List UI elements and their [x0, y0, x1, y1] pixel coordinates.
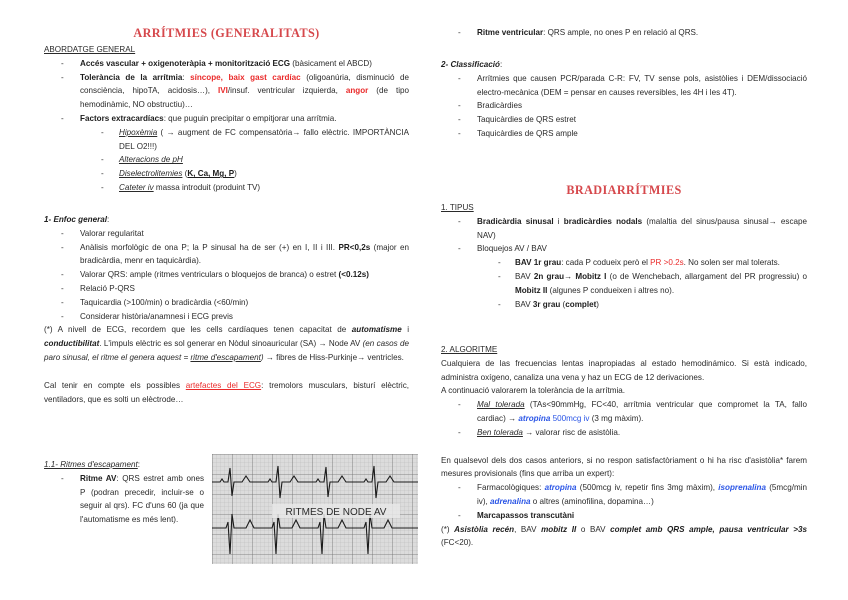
list-item: - Alteracions de pH — [44, 153, 409, 167]
escapament-list — [44, 472, 204, 527]
enfoc-heading: 1- Enfoc general: — [44, 215, 110, 224]
extracardiac-list — [44, 126, 409, 195]
algoritme-heading: 2. ALGORITME — [441, 345, 498, 354]
ecg-strip-svg — [212, 454, 418, 564]
list-item: - Diselectrolitemies (K, Ca, Mg, P) — [44, 167, 409, 181]
algoritme-section — [441, 343, 807, 550]
list-item: - Tolerància de la arrítmia: síncope, baix gast cardíac (oligoanúria, disminució de consciència, hipoTA, acidosis…), IVI/insuf. ventricular izquierda, angor (de tipo hemodinàmic, NO obstructiu)… — [44, 71, 409, 112]
algoritme-tolerancia: A continuació valorarem la tolerància de la arrítmia. — [441, 386, 625, 396]
list-item: - Arrítmies que causen PCR/parada C-R: FV, TV sense pols, asistòlies i DEM/dissociació electro-mecànica (DEM = pensar en causes reversibles, les 4H i les 4T). — [441, 72, 807, 100]
vascular-access-text: Accés vascular + oxigenoteràpia + monitorització ECG — [80, 58, 291, 68]
abordatge-list — [44, 57, 409, 126]
list-item: - Valorar regularitat — [44, 227, 409, 241]
ecg-strip-label: RITMES DE NODE AV — [285, 507, 387, 518]
list-item: - Considerar història/anamnesi i ECG previs — [44, 310, 409, 324]
list-item: - Ben tolerada → valorar risc de asistòlia. — [441, 426, 807, 440]
list-item: - Bloquejos AV / BAV — [441, 242, 807, 256]
algoritme-mesures: En qualsevol dels dos casos anteriors, si no respon satisfactòriament o hi ha risc d'asistòlia* farem mesures provisionals (fins que arriba un expert): — [441, 455, 807, 479]
list-item: - Taquicàrdies de QRS ample — [441, 127, 807, 141]
ritme-ventricular-list — [441, 26, 807, 40]
list-item: - Bradicàrdia sinusal i bradicàrdies nodals (malaltia del sinus/pausa sinusal→ escape NAV) — [441, 215, 807, 243]
list-item: - Mal tolerada (TAs<90mmHg, FC<40, arrítmia ventricular que compromet la TA, fallo cardiac) → atropina 500mcg iv (3 mg màxim). — [441, 398, 807, 426]
list-item: - Farmacològiques: atropina (500mcg iv, repetir fins 3mg màxim), isoprenalina (5mcg/min iv), adrenalina o altres (aminofilina, dopamina…) — [441, 481, 807, 509]
list-item: - Hipoxèmia ( → augment de FC compensatòria→ fallo elèctric. IMPORTÀNCIA DEL O2!!!) — [44, 126, 409, 154]
classificacio-section — [441, 58, 807, 141]
algoritme-intro: Cualquiera de las frecuencias lentas inapropiadas al estado hemodinámico. Si està indicado, administra oxígeno, canaliza una vena y haz un ECG de 12 derivaciones. — [441, 358, 807, 382]
list-item: - Anàlisis morfològic de ona P; la P sinusal ha de ser (+) en I, II i III. PR<0,2s (major en bradicàrdia, menr en taquicàrdia). — [44, 241, 409, 269]
list-item: - Relació P-QRS — [44, 282, 409, 296]
list-item: - BAV 2n grau→ Mobitz I (o de Wenchebach, allargament del PR progressiu) o Mobitz II (algunes P condueixen i altres no). — [441, 270, 807, 298]
list-item: - Factors extracardíacs: que puguin precipitar o empitjorar una arrítmia. — [44, 112, 409, 126]
list-item: - BAV 3r grau (complet) — [441, 298, 807, 312]
escapament-heading: 1.1- Ritmes d'escapament: — [44, 460, 141, 469]
list-item: - Ritme ventricular: QRS ample, no ones P en relació al QRS. — [441, 26, 807, 40]
page-title: ARRÍTMIES (GENERALITATS) — [133, 26, 320, 40]
list-item: - Accés vascular + oxigenoteràpia + monitorització ECG (bàsicament el ABCD) — [44, 57, 409, 71]
tipus-list — [441, 215, 807, 256]
enfoc-list — [44, 227, 409, 324]
asistolia-note: (*) Asistòlia recén, BAV mobitz II o BAV complet amb QRS ample, pausa ventricular >3s (FC<20). — [441, 524, 808, 548]
enfoc-section — [44, 213, 409, 406]
bradiarritmies-title: BRADIARRÍTMIES — [566, 183, 682, 197]
artefactes-note: Cal tenir en compte els possibles artefactes del ECG: tremolors musculars, bisturí elèctric, ventiladors, que es solti un elèctrode… — [44, 380, 409, 404]
tolerancia-list — [441, 398, 807, 439]
classificacio-heading: 2- Classificació: — [441, 60, 503, 69]
list-item: - Taquicàrdies de QRS estret — [441, 113, 807, 127]
mesures-list — [441, 481, 807, 522]
classificacio-list — [441, 72, 807, 141]
list-item: - Cateter iv massa introduit (produint TV) — [44, 181, 409, 195]
tipus-heading: 1. TIPUS — [441, 203, 474, 212]
automatisme-note: (*) A nivell de ECG, recordem que les cells cardíaques tenen capacitat de automatisme i conductibilitat. L'impuls elèctric es sol generar en Nòdul sinoauricular (SA) → Node AV (en casos de paro sinusal, el ritme el genera aquest = ritme d'escapament) → fibres de Hiss-Purkinje→ ventricles. — [44, 325, 410, 362]
list-item: - Bradicàrdies — [441, 99, 807, 113]
list-item: - Ritme AV: QRS estret amb ones P (podran precedir, incluir-se o seguir al qrs). FC d'uns 60 (ja que l'automatisme es més lent). — [44, 472, 204, 527]
list-item: - Marcapassos transcutàni — [441, 509, 807, 523]
list-item: - BAV 1r grau: cada P codueix però el PR >0.2s. No solen ser mal tolerats. — [441, 256, 807, 270]
ecg-strip-image — [212, 454, 418, 564]
abordatge-section — [44, 43, 409, 195]
bav-list — [441, 256, 807, 311]
tipus-section — [441, 201, 807, 311]
abordatge-heading: ABORDATGE GENERAL — [44, 45, 136, 54]
list-item: - Valorar QRS: ample (ritmes ventriculars o bloquejos de branca) o estret (<0.12s) — [44, 268, 409, 282]
list-item: - Taquicardia (>100/min) o bradicàrdia (<60/min) — [44, 296, 409, 310]
